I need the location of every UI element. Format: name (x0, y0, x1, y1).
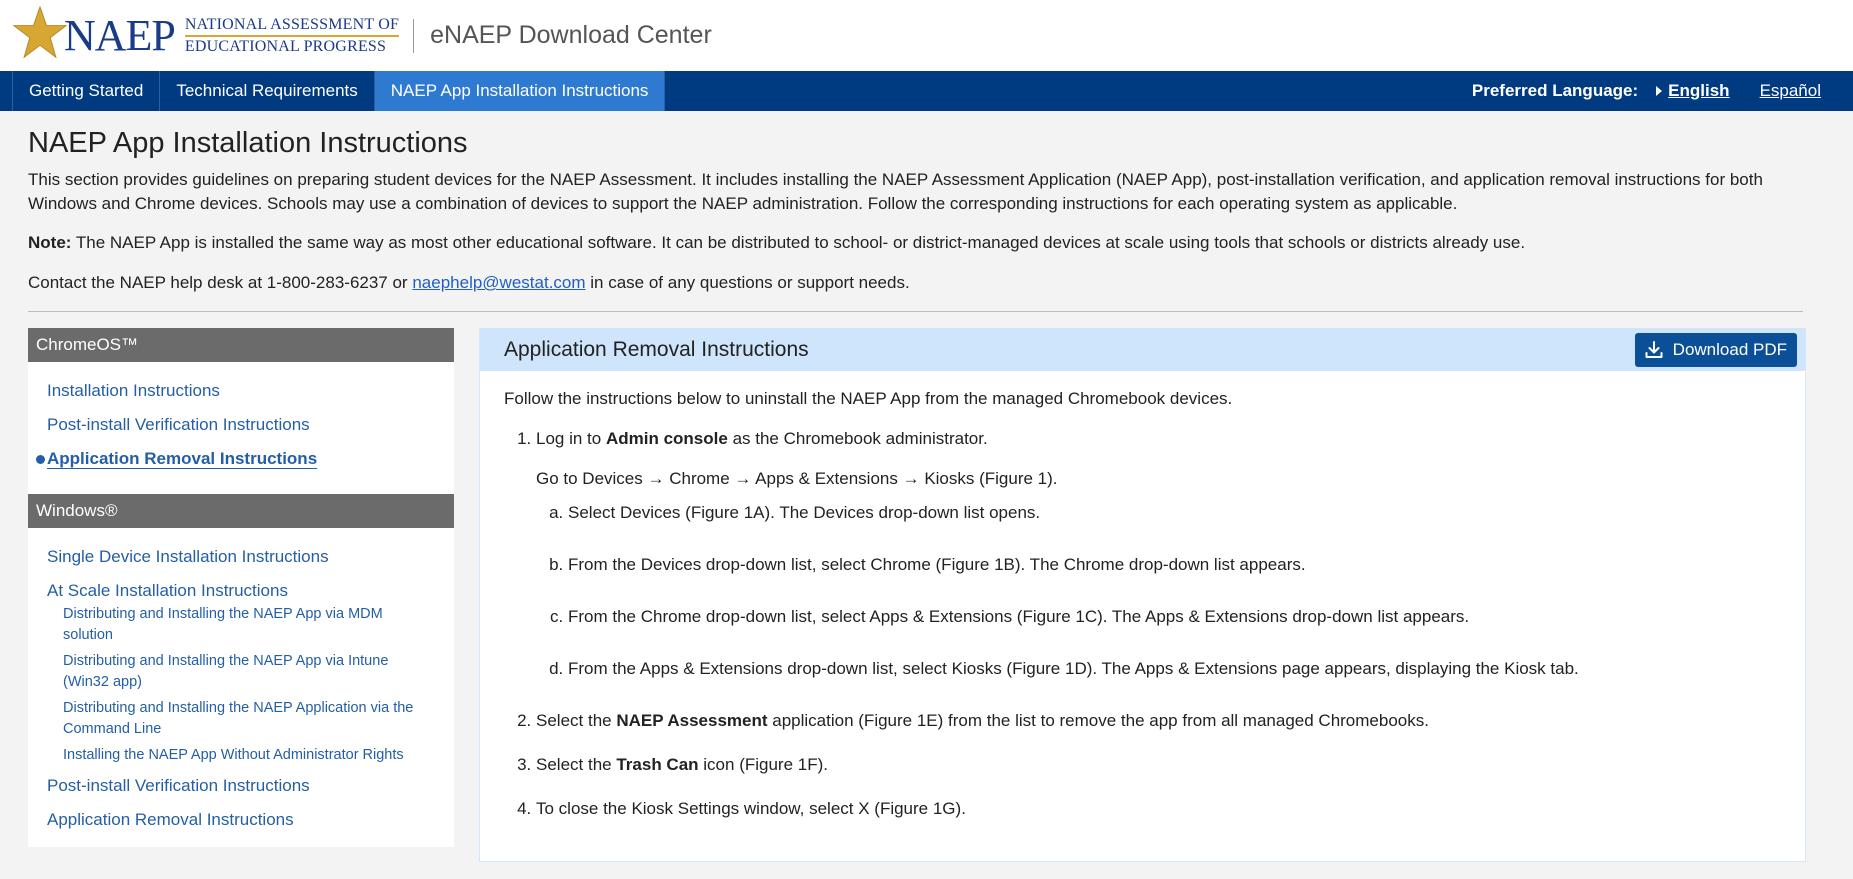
step-1 (536, 427, 1781, 681)
sidebar-header-windows: Windows® (28, 494, 454, 528)
app-title: eNAEP Download Center (430, 21, 712, 49)
active-bullet-icon (36, 455, 45, 464)
removal-steps (504, 427, 1781, 821)
step-3-bold: Trash Can (616, 755, 699, 774)
step-3-post: icon (Figure 1F). (703, 755, 828, 774)
sidebar-subitem-intune[interactable]: Distributing and Installing the NAEP App via Intune (Win32 app) (63, 653, 389, 690)
page-title: NAEP App Installation Instructions (28, 127, 468, 159)
content-title: Application Removal Instructions (504, 337, 809, 361)
sidebar-windows-list (28, 528, 454, 847)
header-divider (413, 19, 414, 53)
sidebar-item-windows-single-device[interactable]: Single Device Installation Instructions (47, 547, 329, 566)
sidebar-item-chrome-removal[interactable] (28, 448, 454, 470)
tab-technical-requirements[interactable]: Technical Requirements (159, 71, 373, 111)
sidebar-item-windows-removal[interactable]: Application Removal Instructions (47, 810, 294, 829)
intro-section (28, 127, 1825, 295)
tab-getting-started[interactable]: Getting Started (12, 71, 159, 111)
download-pdf-button[interactable] (1635, 333, 1797, 367)
logo-wordmark: NAEP (64, 10, 175, 60)
helpdesk-email-link[interactable]: naephelp@westat.com (412, 273, 586, 292)
step-1-goto: Go to Devices → Chrome → Apps & Extensions → Kiosks (Figure 1). (536, 469, 1058, 488)
nav-tabs (12, 71, 665, 111)
step-1-substeps (536, 501, 1781, 681)
step-1-post: as the Chromebook administrator. (732, 429, 988, 448)
language-english-link[interactable]: English (1668, 81, 1730, 100)
step-1-pre: Log in to (536, 429, 602, 448)
sidebar-item-chrome-post-install[interactable]: Post-install Verification Instructions (47, 415, 310, 434)
main-columns (28, 328, 1825, 862)
contact-suffix: in case of any questions or support needs. (590, 273, 910, 292)
tab-naep-app-installation[interactable]: NAEP App Installation Instructions (374, 71, 666, 111)
note-text: The NAEP App is installed the same way as most other educational software. It can be distributed to school- or district-managed devices at scale using tools that schools or districts already use. (75, 233, 1526, 252)
step-2 (536, 709, 1781, 733)
logo-subtitle-line2: EDUCATIONAL PROGRESS (184, 38, 387, 55)
step-2-post: application (Figure 1E) from the list to remove the app from all managed Chromebooks. (772, 711, 1429, 730)
site-header (0, 0, 1853, 71)
language-selector (1472, 71, 1821, 111)
step-3 (536, 753, 1781, 777)
content-body (480, 371, 1805, 861)
main-nav (0, 71, 1853, 111)
substep-c: c. From the Chrome drop-down list, select Apps & Extensions (Figure 1C). The Apps & Extensions drop-down list appears. (568, 605, 1781, 629)
note-label: Note: (28, 233, 72, 252)
step-2-pre: Select the (536, 711, 612, 730)
contact-line (28, 271, 1825, 295)
sidebar-chromeos-list (28, 362, 454, 494)
substep-d: d. From the Apps & Extensions drop-down list, select Kiosks (Figure 1D). The Apps & Extensions page appears, displaying the Kiosk tab. (568, 657, 1781, 681)
sidebar-subitem-command-line[interactable]: Distributing and Installing the NAEP Application via the Command Line (63, 700, 414, 737)
sidebar-subitem-mdm[interactable]: Distributing and Installing the NAEP App via MDM solution (63, 606, 383, 643)
sidebar-item-windows-post-install[interactable]: Post-install Verification Instructions (47, 776, 310, 795)
logo-subtitle-line1: NATIONAL ASSESSMENT OF (185, 15, 399, 37)
star-icon (12, 3, 68, 63)
content-panel (479, 328, 1806, 862)
intro-note (28, 231, 1825, 255)
sidebar-item-chrome-installation[interactable]: Installation Instructions (47, 381, 220, 400)
caret-right-icon (1656, 86, 1662, 96)
step-2-bold: NAEP Assessment (616, 711, 768, 730)
page-content (0, 127, 1853, 862)
substep-b: b. From the Devices drop-down list, select Chrome (Figure 1B). The Chrome drop-down list appears. (568, 553, 1781, 577)
sidebar-subitem-no-admin[interactable]: Installing the NAEP App Without Administrator Rights (63, 747, 404, 763)
substep-a: a. Select Devices (Figure 1A). The Devices drop-down list opens. (568, 501, 1781, 525)
download-pdf-label: Download PDF (1672, 339, 1787, 359)
language-espanol-link[interactable]: Español (1759, 81, 1821, 100)
sidebar-header-chromeos: ChromeOS™ (28, 328, 454, 362)
logo-subtitle (185, 15, 399, 56)
contact-prefix: Contact the NAEP help desk at 1-800-283-6237 or (28, 273, 408, 292)
section-divider (28, 311, 1803, 312)
sidebar-item-label: Application Removal Instructions (47, 449, 318, 468)
download-icon (1645, 341, 1663, 359)
intro-description: This section provides guidelines on preparing student devices for the NAEP Assessment. It includes installing the NAEP Assessment Application (NAEP App), post-installation verification, and application removal instructions for both Windows and Chrome devices. Schools may use a combination of devices to support the NAEP administration. Follow the corresponding instructions for each operating system as applicable. (28, 170, 1763, 213)
content-header (480, 328, 1805, 371)
content-lead: Follow the instructions below to uninstall the NAEP App from the managed Chromebook devices. (504, 389, 1233, 408)
naep-logo[interactable] (12, 0, 399, 71)
step-3-pre: Select the (536, 755, 612, 774)
sidebar (28, 328, 454, 847)
language-label: Preferred Language: (1471, 81, 1639, 100)
step-1-bold: Admin console (605, 429, 728, 448)
step-4: 4. To close the Kiosk Settings window, select X (Figure 1G). (536, 797, 1781, 821)
sidebar-item-windows-at-scale[interactable]: At Scale Installation Instructions (47, 581, 288, 600)
